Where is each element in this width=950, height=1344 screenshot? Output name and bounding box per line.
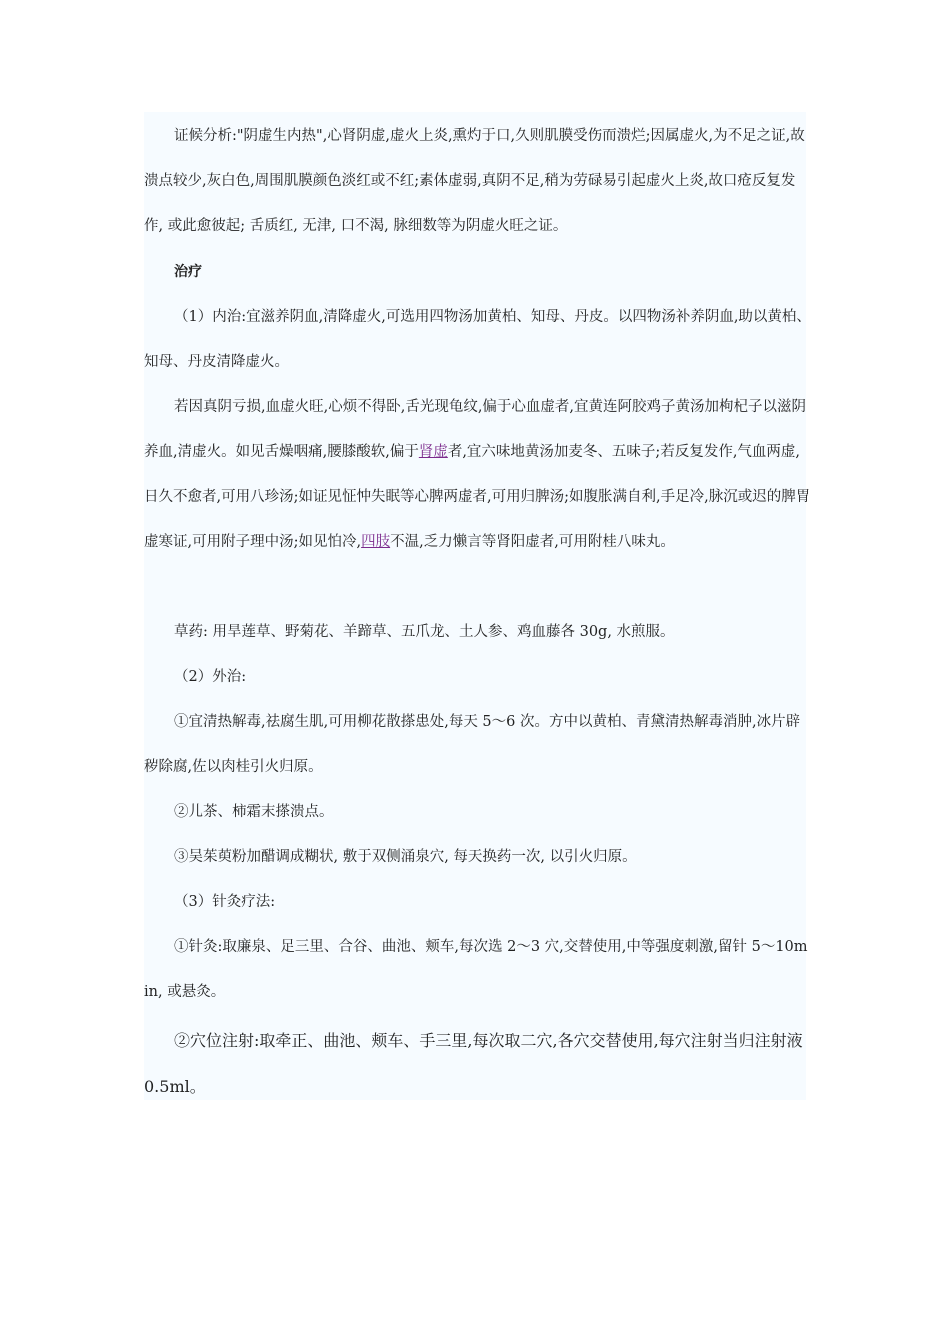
kidney-deficiency-link[interactable]: 肾虚 <box>418 444 448 460</box>
external-treatment-heading: （2）外治: <box>174 669 247 685</box>
variant-text-2: 者,宜六味地黄汤加麦冬、五味子;若反复发作,气血两虚,日久不愈者,可用八珍汤;如证见怔忡失眠等心脾两虚者,可用归脾汤;如腹胀满自利,手足冷,脉沉或迟的脾胃虚寒证,可用附子理中汤;如见怕冷, <box>144 444 811 550</box>
external-item-1: ①宜清热解毒,祛腐生肌,可用柳花散搽患处,每天 5～6 次。方中以黄柏、青黛清热解毒消肿,冰片辟秽除腐,佐以肉桂引火归原。 <box>144 714 801 775</box>
external-item-3: ③吴茱萸粉加醋调成糊状, 敷于双侧涌泉穴, 每天换药一次, 以引火归原。 <box>174 849 637 865</box>
acupuncture-item-1: ①针灸:取廉泉、足三里、合谷、曲池、颊车,每次选 2～3 穴,交替使用,中等强度刺激,留针 5～10min, 或悬灸。 <box>144 939 808 1000</box>
treatment-heading: 治疗 <box>174 264 202 280</box>
herbal-paragraph: 草药: 用旱莲草、野菊花、羊蹄草、五爪龙、土人参、鸡血藤各 30g, 水煎服。 <box>174 624 675 640</box>
syndrome-analysis-paragraph: 证候分析:"阴虚生内热",心肾阴虚,虚火上炎,熏灼于口,久则肌膜受伤而溃烂;因属虚火,为不足之证,故溃点较少,灰白色,周围肌膜颜色淡红或不红;素体虚弱,真阴不足,稍为劳碌易引起虚火上炎,故口疮反复发作, 或此愈彼起; 舌质红, 无津, 口不渴, 脉细数等为阴虚火旺之证。 <box>144 128 805 234</box>
content-area <box>144 112 811 1100</box>
acupuncture-heading: （3）针灸疗法: <box>174 894 276 910</box>
internal-treatment-paragraph: （1）内治:宜滋养阴血,清降虚火,可选用四物汤加黄柏、知母、丹皮。以四物汤补养阴血,助以黄柏、知母、丹皮清降虚火。 <box>144 309 811 370</box>
external-item-2: ②儿茶、柿霜末搽溃点。 <box>174 804 334 820</box>
variant-text-1: 若因真阴亏损,血虚火旺,心烦不得卧,舌光现龟纹,偏于心血虚者,宜黄连阿胶鸡子黄汤加枸杞子以滋阴养血,清虚火。如见舌燥咽痛,腰膝酸软,偏于 <box>144 399 807 460</box>
limbs-link[interactable]: 四肢 <box>361 534 391 550</box>
variant-treatment-paragraph <box>144 385 812 565</box>
variant-text-3: 不温,乏力懒言等肾阳虚者,可用附桂八味丸。 <box>390 534 675 550</box>
acupuncture-item-2: ②穴位注射:取牵正、曲池、颊车、手三里,每次取二穴,各穴交替使用,每穴注射当归注射液 0.5ml。 <box>144 1031 803 1096</box>
